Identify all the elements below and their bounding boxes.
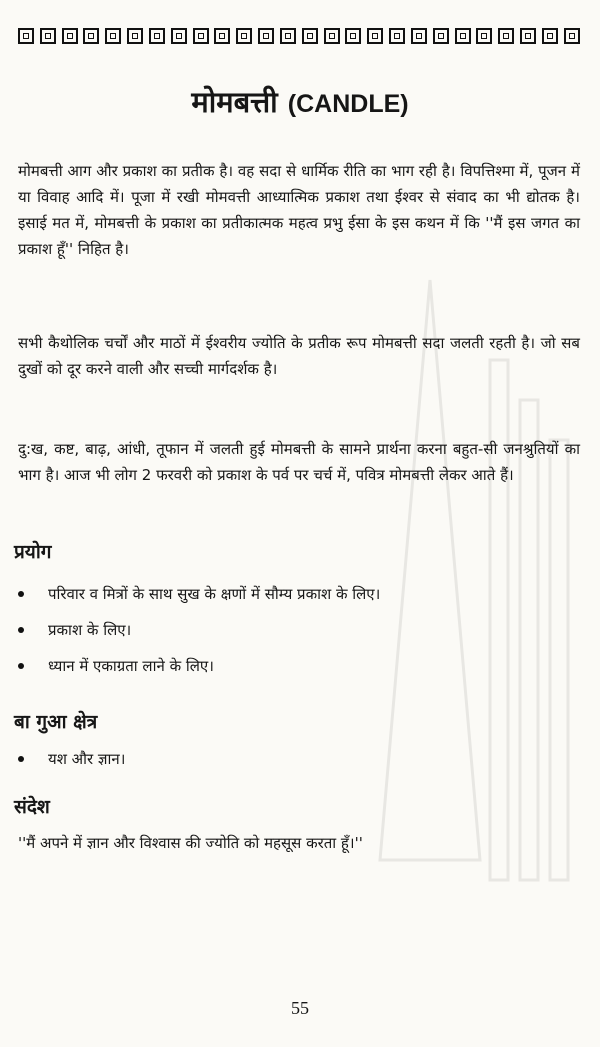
border-square [258, 28, 274, 44]
bullet-icon [18, 663, 24, 669]
border-square [105, 28, 121, 44]
border-square [214, 28, 230, 44]
border-square [149, 28, 165, 44]
border-square [40, 28, 56, 44]
title-hindi: मोमबत्ती [191, 85, 278, 119]
greek-key-border [18, 28, 580, 50]
border-square [127, 28, 143, 44]
paragraph: दु:ख, कष्ट, बाढ़, आंधी, तूफान में जलती हुई मोमबत्ती के सामने प्रार्थना करना बहुत-सी जनश्रुतियों का भाग है। आज भी लोग 2 फरवरी को प्रकाश के पर्व पर चर्च में, पवित्र मोमबत्ती लेकर आते हैं। [18, 440, 580, 484]
border-square [520, 28, 536, 44]
border-square [542, 28, 558, 44]
usage-list [16, 576, 576, 684]
border-square [83, 28, 99, 44]
border-square [302, 28, 318, 44]
list-item-text: प्रकाश के लिए। [48, 621, 132, 639]
bullet-icon [18, 756, 24, 762]
paragraph: मोमबत्ती आग और प्रकाश का प्रतीक है। वह सदा से धार्मिक रीति का भाग रही है। विपत्तिश्मा में, पूजन में या विवाह आदि में। पूजा में रखी मोमवत्ती आध्यात्मिक प्रकाश तथा ईश्वर से संवाद का भी द्योतक है। इसाई मत में, मोमबत्ती के प्रकाश का प्रतीकात्मक महत्व प्रभु ईसा के इस कथन में कि ''मैं इस जगत का प्रकाश हूँ'' निहित है। [18, 162, 580, 258]
border-square [433, 28, 449, 44]
border-square [389, 28, 405, 44]
bullet-icon [18, 591, 24, 597]
border-square [564, 28, 580, 44]
border-square [324, 28, 340, 44]
list-item [16, 648, 576, 684]
border-square [18, 28, 34, 44]
list-item [16, 612, 576, 648]
title-english: (CANDLE) [287, 90, 409, 118]
border-square [280, 28, 296, 44]
message-quote: ''मैं अपने में ज्ञान और विश्वास की ज्योति को महसूस करता हूँ।'' [18, 834, 363, 852]
border-square [236, 28, 252, 44]
list-item-text: ध्यान में एकाग्रता लाने के लिए। [48, 657, 214, 675]
paragraph: सभी कैथोलिक चर्चों और माठों में ईश्वरीय ज्योति के प्रतीक रूप मोमबत्ती सदा जलती रहती है। जो सब दुखों को दूर करने वाली और सच्ची मार्गदर्शक है। [18, 334, 580, 378]
border-square [498, 28, 514, 44]
border-square [411, 28, 427, 44]
border-square [345, 28, 361, 44]
border-square [171, 28, 187, 44]
page-title [0, 82, 600, 121]
border-square [193, 28, 209, 44]
bagua-list [16, 741, 576, 777]
border-square [367, 28, 383, 44]
list-item [16, 741, 576, 777]
border-square [455, 28, 471, 44]
border-square [476, 28, 492, 44]
list-item-text: यश और ज्ञान। [48, 750, 126, 768]
page-number: 55 [291, 998, 309, 1018]
list-item [16, 576, 576, 612]
border-square [62, 28, 78, 44]
usage-heading: प्रयोग [14, 541, 52, 563]
bagua-heading: बा गुआ क्षेत्र [14, 711, 98, 733]
message-heading: संदेश [14, 796, 50, 818]
bullet-icon [18, 627, 24, 633]
list-item-text: परिवार व मित्रों के साथ सुख के क्षणों में सौम्य प्रकाश के लिए। [48, 585, 381, 603]
